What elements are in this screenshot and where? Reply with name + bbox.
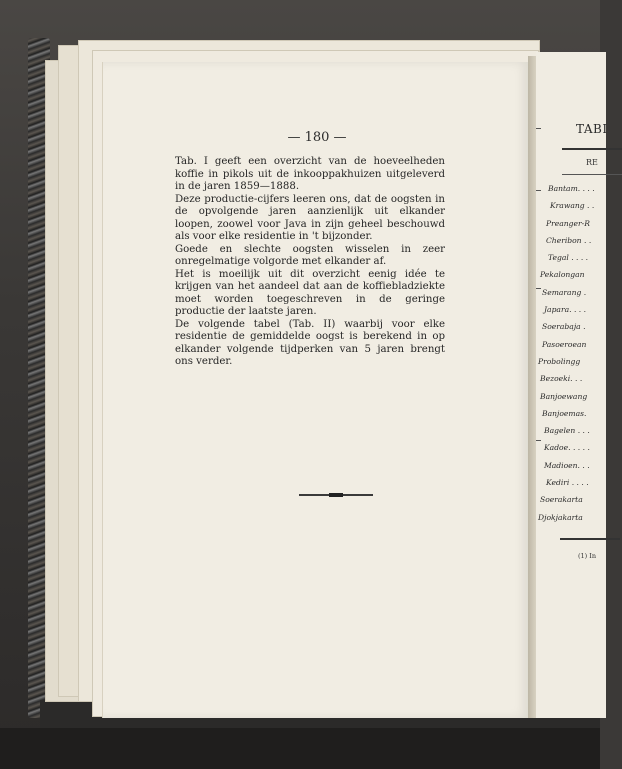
table-rule-header [562,174,622,175]
residency-row: Banjoemas. [542,408,587,418]
table-rule-top [562,148,622,150]
residency-row: Krawang . . [550,201,595,211]
left-page [102,62,531,718]
body-text [175,156,445,369]
paragraph-5: De volgende tabel (Tab. II) waarbij voor elke residentie de gemiddelde oogst is berekend in op elkander volgende tijdperken van 5 jaren brengt ons verder. [175,318,445,367]
residency-row: Semarang . [542,287,587,297]
book-gutter [528,56,536,718]
residency-row: Soerabaja . [542,322,586,332]
residency-row: Probolingg [538,356,581,366]
end-ornament-rule [299,494,373,496]
residency-row: Cheribon . . [546,235,592,245]
margin-tick [536,128,541,129]
paragraph-3: Goede en slechte oogsten wisselen in zeer onregelmatige volgorde met elkander af. [175,243,445,267]
residency-row: Bezoeki. . . [540,374,583,384]
residency-row: Kediri . . . . [546,478,589,488]
paragraph-1: Tab. I geeft een overzicht van de hoeveelheden koffie in pikols uit de inkooppakhuizen uitgeleverd in de jaren 1859—1888. [175,156,445,192]
table-title: TABI [576,122,608,136]
residency-row: Djokjakarta [538,512,583,522]
residency-row: Soerakarta [540,495,583,505]
residency-row: Bantam. . . . [548,184,595,193]
residency-row: Japara. . . . [544,305,587,315]
paragraph-2: Deze productie-cijfers leeren ons, dat de oogsten in de opvolgende jaren aanzienlijk uit elkander loopen, zoowel voor Java in zijn geheel beschouwd als voor elke residentie in 't bijzonder. [175,193,445,242]
residency-row: Kadoe. . . . . [544,443,590,453]
residency-list [536,180,616,526]
page-number: — 180 — [287,130,347,145]
residency-row: Madioen. . . [544,460,590,470]
footnote: (1) In [578,552,597,560]
right-page [536,52,606,718]
paragraph-4: Het is moeilijk uit dit overzicht eenig idée te krijgen van het aandeel dat aan de koffiebladziekte moet worden toegeschreven in de geringe productie der laatste jaren. [175,268,445,317]
residency-row: Tegal . . . . [548,253,589,263]
table-rule-bottom [560,538,620,540]
residency-row: Bagelen . . . [544,426,590,436]
residency-row: Preanger-R [546,218,590,228]
residency-row: Pasoeroean [542,339,587,349]
surface [0,728,600,769]
table-column-heading: RE [586,158,598,167]
residency-row: Banjoewang [540,391,588,401]
residency-row: Pekalongan [540,270,585,280]
